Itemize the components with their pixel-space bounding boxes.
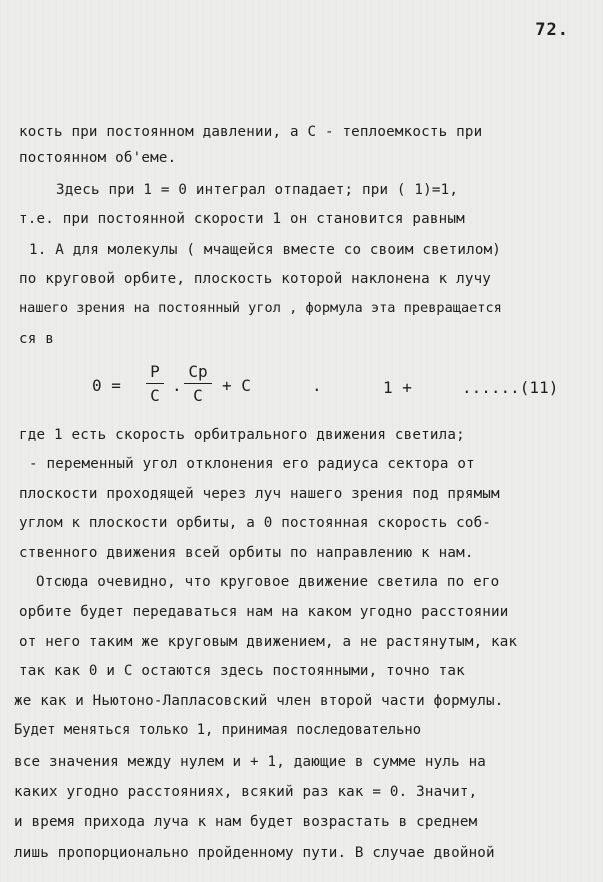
fraction-bar [146,383,164,384]
text-line-13: ственного движения всей орбиты по направлению к нам. [19,545,474,561]
formula-term: 1 + [383,378,412,397]
text-line-4: т.е. при постоянной скорости 1 он становится равным [19,211,465,227]
formula-dot: . [172,376,182,395]
formula-lhs: 0 = [92,376,121,395]
text-line-1: кость при постоянном давлении, а С - теплоемкость при [19,124,483,140]
text-line-5: 1. А для молекулы ( мчащейся вместе со своим светилом) [29,242,502,258]
page-number: 72. [535,20,569,40]
text-line-19: Будет меняться только 1, принимая последовательно [14,722,422,738]
text-line-23: лишь пропорционально пройденному пути. В случае двойной [14,845,495,861]
formula-dot-2: . [312,376,322,395]
text-line-22: и время прихода луча к нам будет возрастать в среднем [14,814,478,830]
fraction-denominator: C [150,386,160,405]
text-line-3: Здесь при 1 = 0 интеграл отпадает; при ( 1)=1, [56,182,459,198]
text-line-18: же как и Ньютоно-Лапласовский член второй части формулы. [14,693,504,709]
formula-number: ......(11) [462,378,559,397]
text-line-2: постоянном об'еме. [19,150,177,166]
text-line-9: где 1 есть скорость орбитрального движения светила; [19,427,465,443]
fraction-denominator: C [193,386,203,405]
text-line-8: ся в [19,331,54,347]
text-line-10: - переменный угол отклонения его радиуса сектора от [29,456,475,472]
text-line-17: так как 0 и С остаются здесь постоянными, точно так [19,663,465,679]
fraction-numerator: Cp [188,362,208,381]
text-line-16: от него таким же круговым движением, а не растянутым, как [19,634,518,650]
fraction-p-over-c [146,362,164,405]
text-line-12: углом к плоскости орбиты, а 0 постоянная скорость соб- [19,515,492,531]
formula-plus-c: + C [222,376,251,395]
text-line-6: по круговой орбите, плоскость которой наклонена к лучу [19,271,492,287]
fraction-cp-over-c [184,362,212,405]
fraction-numerator: P [150,362,160,381]
text-line-15: орбите будет передаваться нам на каком угодно расстоянии [19,604,509,620]
text-line-14: Отсюда очевидно, что круговое движение светила по его [36,574,500,590]
text-line-7: нашего зрения на постоянный угол , формула эта превращается [19,300,502,316]
text-line-11: плоскости проходящей через луч нашего зрения под прямым [19,486,500,502]
formula-11 [0,360,603,410]
text-line-20: все значения между нулем и + 1, дающие в сумме нуль на [14,754,487,770]
fraction-bar [184,383,212,384]
text-line-21: каких угодно расстояниях, всякий раз как = 0. Значит, [14,784,478,800]
